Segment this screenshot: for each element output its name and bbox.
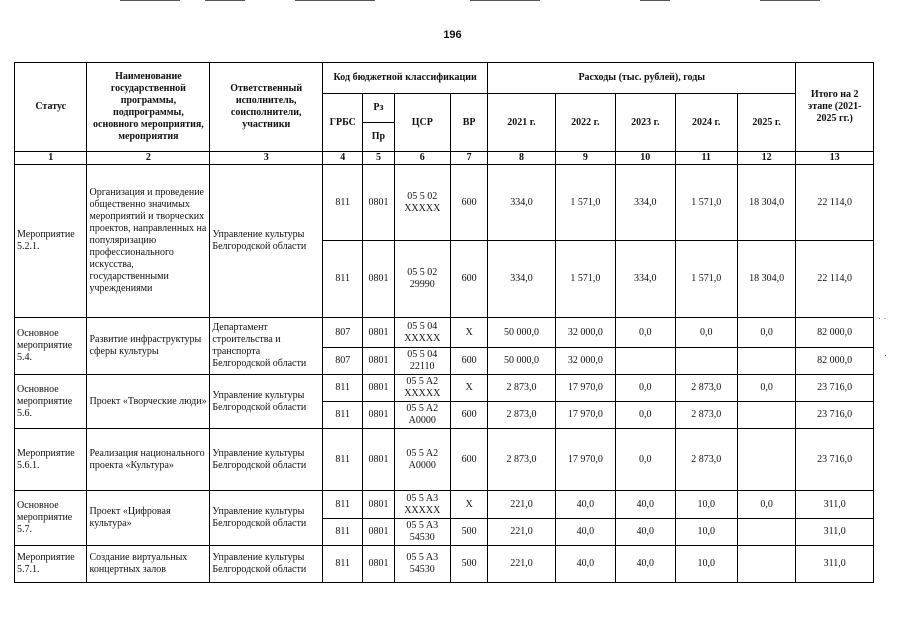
vr-cell: 600 bbox=[450, 241, 487, 318]
expense-cell: 32 000,0 bbox=[555, 348, 615, 375]
expense-cell: 0,0 bbox=[737, 375, 795, 402]
header-year-2025: 2025 г. bbox=[737, 94, 795, 152]
total-cell: 82 000,0 bbox=[796, 318, 874, 348]
vr-cell: Х bbox=[450, 491, 487, 519]
header-total: Итого на 2 этапе (2021-2025 гг.) bbox=[796, 63, 874, 152]
expense-cell: 50 000,0 bbox=[488, 318, 555, 348]
executor-cell: Управление культуры Белгородской области bbox=[210, 165, 323, 318]
expense-cell: 0,0 bbox=[616, 402, 675, 429]
expense-cell: 1 571,0 bbox=[555, 241, 615, 318]
column-number: 3 bbox=[210, 152, 323, 165]
status-cell: Основное мероприятие 5.4. bbox=[15, 318, 87, 375]
name-cell: Проект «Творческие люди» bbox=[87, 375, 210, 429]
column-number: 1 bbox=[15, 152, 87, 165]
column-number: 8 bbox=[488, 152, 555, 165]
executor-cell: Департамент строительства и транспорта Белгородской области bbox=[210, 318, 323, 375]
total-cell: 23 716,0 bbox=[796, 429, 874, 491]
grbs-cell: 811 bbox=[323, 402, 363, 429]
vr-cell: Х bbox=[450, 375, 487, 402]
column-number: 10 bbox=[616, 152, 675, 165]
csr-cell: 05 5 02 29990 bbox=[394, 241, 450, 318]
expense-cell: 40,0 bbox=[616, 519, 675, 546]
grbs-cell: 811 bbox=[323, 491, 363, 519]
executor-cell: Управление культуры Белгородской области bbox=[210, 546, 323, 583]
top-scan-strip bbox=[0, 0, 905, 4]
total-cell: 82 000,0 bbox=[796, 348, 874, 375]
csr-cell: 05 5 A3 54530 bbox=[394, 546, 450, 583]
scan-mark: · bbox=[884, 350, 887, 360]
expense-cell: 221,0 bbox=[488, 519, 555, 546]
header-year-2024: 2024 г. bbox=[675, 94, 737, 152]
grbs-cell: 811 bbox=[323, 546, 363, 583]
expense-cell bbox=[737, 402, 795, 429]
csr-cell: 05 5 A3 54530 bbox=[394, 519, 450, 546]
expense-cell bbox=[737, 348, 795, 375]
vr-cell: 600 bbox=[450, 165, 487, 241]
total-cell: 23 716,0 bbox=[796, 402, 874, 429]
total-cell: 311,0 bbox=[796, 519, 874, 546]
header-vr: ВР bbox=[450, 94, 487, 152]
table-row bbox=[15, 491, 874, 519]
total-cell: 23 716,0 bbox=[796, 375, 874, 402]
expense-cell: 2 873,0 bbox=[675, 402, 737, 429]
csr-cell: 05 5 04 22110 bbox=[394, 348, 450, 375]
expense-cell: 18 304,0 bbox=[737, 165, 795, 241]
executor-cell: Управление культуры Белгородской области bbox=[210, 429, 323, 491]
expense-cell: 40,0 bbox=[555, 491, 615, 519]
name-cell: Создание виртуальных концертных залов bbox=[87, 546, 210, 583]
expense-cell: 2 873,0 bbox=[488, 375, 555, 402]
rzpr-cell: 0801 bbox=[363, 375, 394, 402]
column-number: 4 bbox=[323, 152, 363, 165]
grbs-cell: 811 bbox=[323, 375, 363, 402]
grbs-cell: 811 bbox=[323, 241, 363, 318]
expense-cell: 17 970,0 bbox=[555, 375, 615, 402]
expense-cell: 2 873,0 bbox=[675, 429, 737, 491]
scan-mark: · · bbox=[878, 313, 887, 323]
expense-cell bbox=[675, 348, 737, 375]
page-number: 196 bbox=[443, 29, 462, 41]
status-cell: Мероприятие 5.2.1. bbox=[15, 165, 87, 318]
header-pr: Пр bbox=[363, 123, 394, 152]
header-year-2022: 2022 г. bbox=[555, 94, 615, 152]
expense-cell: 0,0 bbox=[616, 318, 675, 348]
expense-cell: 40,0 bbox=[616, 491, 675, 519]
expense-cell: 0,0 bbox=[616, 429, 675, 491]
column-number: 7 bbox=[450, 152, 487, 165]
expense-cell: 334,0 bbox=[488, 241, 555, 318]
total-cell: 311,0 bbox=[796, 491, 874, 519]
grbs-cell: 811 bbox=[323, 165, 363, 241]
header-name: Наименование государственной программы, подпрограммы, основного мероприятия, мероприятия bbox=[87, 63, 210, 152]
rzpr-cell: 0801 bbox=[363, 546, 394, 583]
vr-cell: 600 bbox=[450, 429, 487, 491]
expense-cell: 0,0 bbox=[616, 375, 675, 402]
header-rz: Рз bbox=[363, 94, 394, 123]
header-executor: Ответственный исполнитель, соисполнители, участники bbox=[210, 63, 323, 152]
column-number: 6 bbox=[394, 152, 450, 165]
name-cell: Организация и проведение общественно значимых мероприятий и творческих проектов, направленных на популяризацию профессионального искусства, государственными учреждениями bbox=[87, 165, 210, 318]
expense-cell: 334,0 bbox=[616, 241, 675, 318]
expense-cell: 2 873,0 bbox=[488, 429, 555, 491]
expense-cell: 10,0 bbox=[675, 491, 737, 519]
header-expenses: Расходы (тыс. рублей), годы bbox=[488, 63, 796, 94]
rzpr-cell: 0801 bbox=[363, 241, 394, 318]
rzpr-cell: 0801 bbox=[363, 165, 394, 241]
expense-cell: 1 571,0 bbox=[555, 165, 615, 241]
rzpr-cell: 0801 bbox=[363, 491, 394, 519]
expense-cell: 1 571,0 bbox=[675, 165, 737, 241]
executor-cell: Управление культуры Белгородской области bbox=[210, 491, 323, 546]
expense-cell: 2 873,0 bbox=[675, 375, 737, 402]
column-number: 13 bbox=[796, 152, 874, 165]
rzpr-cell: 0801 bbox=[363, 429, 394, 491]
status-cell: Мероприятие 5.7.1. bbox=[15, 546, 87, 583]
expense-cell: 10,0 bbox=[675, 519, 737, 546]
rzpr-cell: 0801 bbox=[363, 318, 394, 348]
csr-cell: 05 5 A2 A0000 bbox=[394, 402, 450, 429]
table-row bbox=[15, 546, 874, 583]
table-row bbox=[15, 429, 874, 491]
expense-cell: 1 571,0 bbox=[675, 241, 737, 318]
expense-cell: 221,0 bbox=[488, 491, 555, 519]
expense-cell: 50 000,0 bbox=[488, 348, 555, 375]
header-status: Статус bbox=[15, 63, 87, 152]
total-cell: 22 114,0 bbox=[796, 241, 874, 318]
expense-cell bbox=[737, 546, 795, 583]
expense-cell: 0,0 bbox=[737, 318, 795, 348]
header-budget-code: Код бюджетной классификации bbox=[323, 63, 488, 94]
total-cell: 22 114,0 bbox=[796, 165, 874, 241]
expense-cell bbox=[737, 429, 795, 491]
expense-cell: 40,0 bbox=[616, 546, 675, 583]
expense-cell: 221,0 bbox=[488, 546, 555, 583]
expense-cell: 17 970,0 bbox=[555, 402, 615, 429]
table-row bbox=[15, 375, 874, 402]
expense-cell: 32 000,0 bbox=[555, 318, 615, 348]
csr-cell: 05 5 02 XXXXX bbox=[394, 165, 450, 241]
grbs-cell: 807 bbox=[323, 348, 363, 375]
column-number: 5 bbox=[363, 152, 394, 165]
header-grbs: ГРБС bbox=[323, 94, 363, 152]
column-number: 2 bbox=[87, 152, 210, 165]
name-cell: Реализация национального проекта «Культура» bbox=[87, 429, 210, 491]
header-year-2023: 2023 г. bbox=[616, 94, 675, 152]
table-row bbox=[15, 318, 874, 348]
expense-cell: 334,0 bbox=[488, 165, 555, 241]
vr-cell: 600 bbox=[450, 348, 487, 375]
vr-cell: 500 bbox=[450, 546, 487, 583]
rzpr-cell: 0801 bbox=[363, 348, 394, 375]
table-body bbox=[15, 165, 874, 583]
csr-cell: 05 5 A2 XXXXX bbox=[394, 375, 450, 402]
status-cell: Основное мероприятие 5.6. bbox=[15, 375, 87, 429]
expense-cell: 0,0 bbox=[737, 491, 795, 519]
rzpr-cell: 0801 bbox=[363, 519, 394, 546]
expense-cell: 40,0 bbox=[555, 519, 615, 546]
expense-cell: 334,0 bbox=[616, 165, 675, 241]
csr-cell: 05 5 A2 A0000 bbox=[394, 429, 450, 491]
rzpr-cell: 0801 bbox=[363, 402, 394, 429]
expense-cell bbox=[737, 519, 795, 546]
vr-cell: 500 bbox=[450, 519, 487, 546]
expense-cell: 2 873,0 bbox=[488, 402, 555, 429]
grbs-cell: 807 bbox=[323, 318, 363, 348]
grbs-cell: 811 bbox=[323, 519, 363, 546]
column-number-row bbox=[15, 152, 874, 165]
vr-cell: 600 bbox=[450, 402, 487, 429]
vr-cell: Х bbox=[450, 318, 487, 348]
csr-cell: 05 5 A3 XXXXX bbox=[394, 491, 450, 519]
header-csr: ЦСР bbox=[394, 94, 450, 152]
expense-cell: 17 970,0 bbox=[555, 429, 615, 491]
executor-cell: Управление культуры Белгородской области bbox=[210, 375, 323, 429]
expense-cell: 10,0 bbox=[675, 546, 737, 583]
status-cell: Основное мероприятие 5.7. bbox=[15, 491, 87, 546]
header-year-2021: 2021 г. bbox=[488, 94, 555, 152]
name-cell: Развитие инфраструктуры сферы культуры bbox=[87, 318, 210, 375]
column-number: 12 bbox=[737, 152, 795, 165]
column-number: 11 bbox=[675, 152, 737, 165]
budget-table bbox=[14, 62, 874, 583]
grbs-cell: 811 bbox=[323, 429, 363, 491]
expense-cell bbox=[616, 348, 675, 375]
total-cell: 311,0 bbox=[796, 546, 874, 583]
expense-cell: 18 304,0 bbox=[737, 241, 795, 318]
name-cell: Проект «Цифровая культура» bbox=[87, 491, 210, 546]
table-row bbox=[15, 165, 874, 241]
expense-cell: 0,0 bbox=[675, 318, 737, 348]
column-number: 9 bbox=[555, 152, 615, 165]
status-cell: Мероприятие 5.6.1. bbox=[15, 429, 87, 491]
expense-cell: 40,0 bbox=[555, 546, 615, 583]
csr-cell: 05 5 04 XXXXX bbox=[394, 318, 450, 348]
